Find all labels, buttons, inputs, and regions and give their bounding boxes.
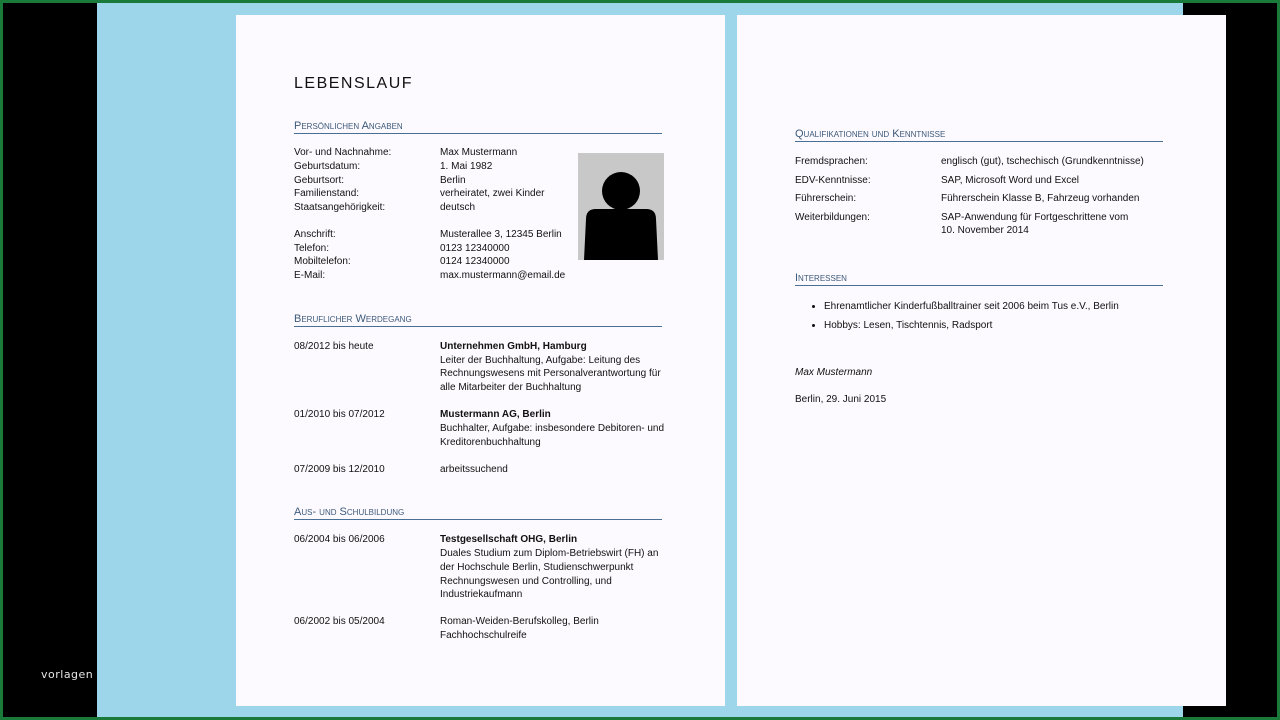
qualification-label: Weiterbildungen: [795,212,870,223]
career-period: 07/2009 bis 12/2010 [294,464,385,475]
page-1[interactable] [236,15,725,706]
personal-label: Familienstand: [294,188,360,199]
personal-value: Max Mustermann [440,147,518,158]
education-detail: Duales Studium zum Diplom-Betriebswirt (FH) an [440,548,659,559]
section-heading-career: Beruflicher Werdegang [294,313,662,327]
career-period: 01/2010 bis 07/2012 [294,409,385,420]
personal-value: 1. Mai 1982 [440,161,493,172]
education-detail: Fachhochschulreife [440,630,527,641]
education-school: Testgesellschaft OHG, Berlin [440,534,578,545]
person-silhouette-icon [578,153,664,260]
career-employer: Mustermann AG, Berlin [440,409,551,420]
qualification-value: SAP, Microsoft Word und Excel [941,175,1080,186]
contact-value: Musterallee 3, 12345 Berlin [440,229,562,240]
personal-label: Geburtsdatum: [294,161,361,172]
contact-label: E-Mail: [294,270,326,281]
career-employer: Unternehmen GmbH, Hamburg [440,341,587,352]
section-heading-interests: Interessen [795,272,1163,286]
contact-label: Mobiltelefon: [294,256,351,267]
qualification-label: Führerschein: [795,193,857,204]
career-period: 08/2012 bis heute [294,341,374,352]
qualification-label: Fremdsprachen: [795,156,868,167]
qualification-value: 10. November 2014 [941,225,1029,236]
personal-value: Berlin [440,175,466,186]
contact-value: max.mustermann@email.de [440,270,566,281]
page-2[interactable] [737,15,1226,706]
education-detail: Industriekaufmann [440,589,523,600]
career-detail: Buchhalter, Aufgabe: insbesondere Debitoren- und [440,423,665,434]
list-item: • Hobbys: Lesen, Tischtennis, Radsport [824,319,1119,332]
contact-value: 0123 12340000 [440,243,510,254]
contact-label: Anschrift: [294,229,336,240]
education-period: 06/2002 bis 05/2004 [294,616,385,627]
personal-label: Geburtsort: [294,175,345,186]
section-heading-qualifications: Qualifikationen und Kenntnisse [795,128,1163,142]
place-date: Berlin, 29. Juni 2015 [795,394,887,405]
career-detail: Kreditorenbuchhaltung [440,437,541,448]
qualification-label: EDV-Kenntnisse: [795,175,871,186]
interests-list [807,300,1119,338]
signature-name: Max Mustermann [795,367,873,378]
education-period: 06/2004 bis 06/2006 [294,534,385,545]
contact-value: 0124 12340000 [440,256,510,267]
personal-label: Vor- und Nachnahme: [294,147,392,158]
personal-value: verheiratet, zwei Kinder [440,188,545,199]
profile-photo-placeholder [578,153,664,260]
career-detail: Leiter der Buchhaltung, Aufgabe: Leitung des [440,355,641,366]
document-title: LEBENSLAUF [294,75,414,92]
watermark-text: vorlagen [41,668,94,681]
section-heading-education: Aus- und Schulbildung [294,506,662,520]
education-detail: Rechnungswesen und Controlling, und [440,576,612,587]
career-detail: alle Mitarbeiter der Buchhaltung [440,382,582,393]
career-detail: arbeitssuchend [440,464,508,475]
qualification-value: Führerschein Klasse B, Fahrzeug vorhanden [941,193,1140,204]
qualification-value: englisch (gut), tschechisch (Grundkenntnisse) [941,156,1144,167]
qualification-value: SAP-Anwendung für Fortgeschrittene vom [941,212,1129,223]
section-heading-personal: Persönlichen Angaben [294,120,662,134]
career-detail: Rechnungswesens mit Personalverantwortung für [440,368,661,379]
education-detail: Roman-Weiden-Berufskolleg, Berlin [440,616,599,627]
personal-value: deutsch [440,202,476,213]
list-item: • Ehrenamtlicher Kinderfußballtrainer seit 2006 beim Tus e.V., Berlin [824,300,1119,313]
education-detail: der Hochschule Berlin, Studienschwerpunkt [440,562,634,573]
contact-label: Telefon: [294,243,330,254]
personal-label: Staatsangehörigkeit: [294,202,386,213]
document-viewer[interactable] [97,3,1183,717]
